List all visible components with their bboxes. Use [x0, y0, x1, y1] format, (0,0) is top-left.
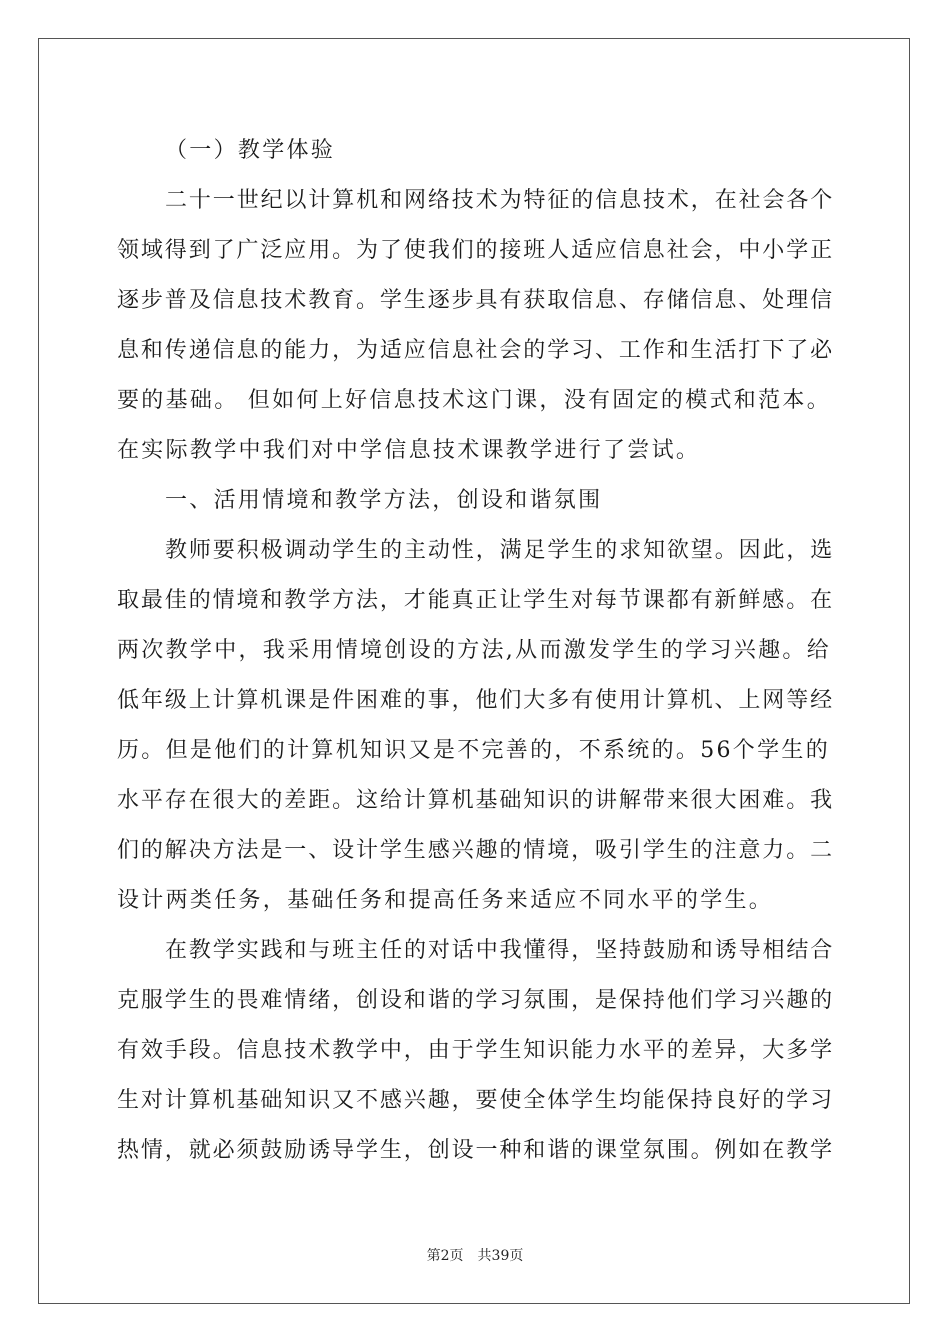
paragraph-line: 领域得到了广泛应用。为了使我们的接班人适应信息社会，中小学正 — [117, 238, 835, 263]
paragraph-line: 生对计算机基础知识又不感兴趣，要使全体学生均能保持良好的学习 — [117, 1088, 835, 1113]
paragraph-line: 两次教学中，我采用情境创设的方法,从而激发学生的学习兴趣。给 — [117, 638, 831, 663]
paragraph-line: 水平存在很大的差距。这给计算机基础知识的讲解带来很大困难。我 — [117, 788, 835, 813]
paragraph-line: 要的基础。 但如何上好信息技术这门课，没有固定的模式和范本。 — [117, 388, 831, 413]
paragraph-line: 在教学实践和与班主任的对话中我懂得，坚持鼓励和诱导相结合 — [165, 938, 835, 963]
paragraph-line: 在实际教学中我们对中学信息技术课教学进行了尝试。 — [117, 438, 701, 463]
paragraph-line: 有效手段。信息技术教学中，由于学生知识能力水平的差异，大多学 — [117, 1038, 835, 1063]
paragraph-line: 教师要积极调动学生的主动性，满足学生的求知欲望。因此，选 — [165, 538, 835, 563]
page-number: 第2页 — [426, 1248, 464, 1264]
paragraph-line: 们的解决方法是一、设计学生感兴趣的情境，吸引学生的注意力。二 — [117, 838, 835, 863]
paragraph-line: 二十一世纪以计算机和网络技术为特征的信息技术，在社会各个 — [165, 188, 835, 213]
section-heading: （一）教学体验 — [165, 138, 336, 163]
paragraph-line: 热情，就必须鼓励诱导学生，创设一种和谐的课堂氛围。例如在教学 — [117, 1138, 835, 1163]
paragraph-line: 息和传递信息的能力，为适应信息社会的学习、工作和生活打下了必 — [117, 338, 835, 363]
total-pages: 共39页 — [477, 1248, 524, 1264]
page-footer — [0, 1247, 950, 1265]
paragraph-line: 克服学生的畏难情绪，创设和谐的学习氛围，是保持他们学习兴趣的 — [117, 988, 835, 1013]
paragraph-line: 低年级上计算机课是件困难的事，他们大多有使用计算机、上网等经 — [117, 688, 835, 713]
paragraph-line: 逐步普及信息技术教育。学生逐步具有获取信息、存储信息、处理信 — [117, 288, 835, 313]
subsection-heading: 一、活用情境和教学方法，创设和谐氛围 — [165, 488, 603, 513]
paragraph-line: 取最佳的情境和教学方法，才能真正让学生对每节课都有新鲜感。在 — [117, 588, 835, 613]
paragraph-line: 历。但是他们的计算机知识又是不完善的，不系统的。56个学生的 — [117, 738, 830, 763]
paragraph-line: 设计两类任务，基础任务和提高任务来适应不同水平的学生。 — [117, 888, 774, 913]
